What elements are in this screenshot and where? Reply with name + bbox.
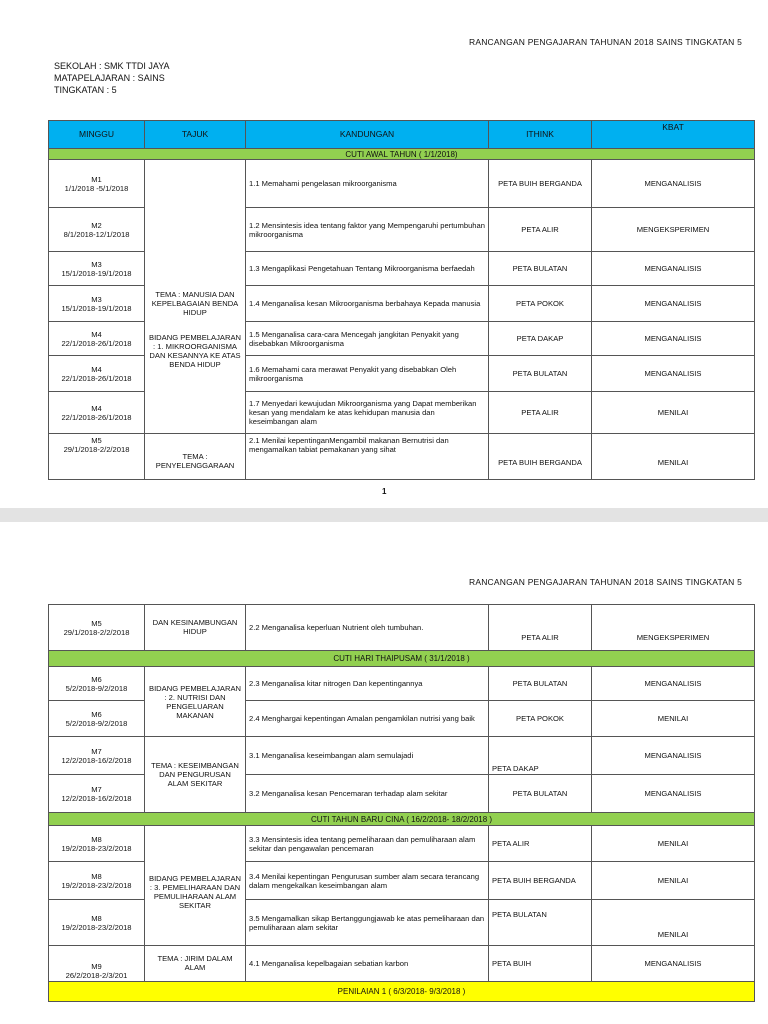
topic-cell: BIDANG PEMBELAJARAN : 2. NUTRISI DAN PENGELUARAN MAKANAN [145,667,246,737]
school-info [54,60,170,96]
topic-bidang: BIDANG PEMBELAJARAN : 1. MIKROORGANISMA DAN KESANNYA KE ATAS BENDA HIDUP [149,333,241,369]
form-line: TINGKATAN : 5 [54,85,117,95]
table-row: M3 15/1/2018-19/1/2018 1.4 Menganalisa kesan Mikroorganisma berbahaya Kepada manusia PETA POKOK MENGANALISIS [49,286,755,322]
holiday-band: CUTI HARI THAIPUSAM ( 31/1/2018 ) [49,651,755,667]
table-row: M5 29/1/2018-2/2/2018 DAN KESINAMBUNGAN HIDUP 2.2 Menganalisa keperluan Nutrient oleh tumbuhan. PETA ALIR MENGEKSPERIMEN [49,605,755,651]
school-line: SEKOLAH : SMK TTDI JAYA [54,61,170,71]
topic-cell: BIDANG PEMBELAJARAN : 3. PEMELIHARAAN DAN PEMULIHARAAN ALAM SEKITAR [145,826,246,946]
plan-table-2 [48,604,755,1002]
col-tajuk: TAJUK [145,121,246,149]
page-header: RANCANGAN PENGAJARAN TAHUNAN 2018 SAINS TINGKATAN 5 [469,577,742,587]
document-page-2 [0,522,768,1024]
topic-cell: TEMA : JIRIM DALAM ALAM [145,946,246,982]
table-header-row [49,121,755,149]
topic-cell: TEMA : PENYELENGGARAAN [145,434,246,480]
table-row: M6 5/2/2018-9/2/2018 2.4 Menghargai kepentingan Amalan pengamkilan nutrisi yang baik PETA POKOK MENILAI [49,701,755,737]
assessment-band: PENILAIAN 1 ( 6/3/2018- 9/3/2018 ) [49,982,755,1002]
topic-cell: TEMA : KESEIMBANGAN DAN PENGURUSAN ALAM SEKITAR [145,737,246,813]
col-ithink: ITHINK [489,121,592,149]
col-minggu: MINGGU [49,121,145,149]
table-row: M6 5/2/2018-9/2/2018 BIDANG PEMBELAJARAN : 2. NUTRISI DAN PENGELUARAN MAKANAN 2.3 Menganalisa kitar nitrogen Dan kepentingannya PETA BULATAN MENGANALISIS [49,667,755,701]
page-header: RANCANGAN PENGAJARAN TAHUNAN 2018 SAINS TINGKATAN 5 [469,37,742,47]
table-row: M2 8/1/2018-12/1/2018 1.2 Mensintesis idea tentang faktor yang Mempengaruhi pertumbuhan mikroorganisma PETA ALIR MENGEKSPERIMEN [49,208,755,252]
table-row: M4 22/1/2018-26/1/2018 1.7 Menyedari kewujudan Mikroorganisma yang Dapat memberikan kesan yang mendalam ke atas kehidupan manusia dan keseimbangan alam PETA ALIR MENILAI [49,392,755,434]
table-row: M8 19/2/2018-23/2/2018 BIDANG PEMBELAJARAN : 3. PEMELIHARAAN DAN PEMULIHARAAN ALAM SEKITAR 3.3 Mensintesis idea tentang pemeliharaan dan pemuliharaan alam sekitar dan pengawalan pencemaran PETA ALIR MENILAI [49,826,755,862]
table-row: M4 22/1/2018-26/1/2018 1.5 Menganalisa cara-cara Mencegah jangkitan Penyakit yang disebabkan Mikroorganisma PETA DAKAP MENGANALISIS [49,322,755,356]
topic-tema: TEMA : MANUSIA DAN KEPELBAGAIAN BENDA HIDUP [151,290,239,317]
table-row: M7 12/2/2018-16/2/2018 3.2 Menganalisa kesan Pencemaran terhadap alam sekitar PETA BULATAN MENGANALISIS [49,775,755,813]
table-row: M5 29/1/2018-2/2/2018 TEMA : PENYELENGGARAAN 2.1 Menilai kepentinganMengambil makanan Bernutrisi dan mengamalkan tabiat pemakanan yang sihat PETA BUIH BERGANDA MENILAI [49,434,755,480]
table-row: M8 19/2/2018-23/2/2018 3.5 Mengamalkan sikap Bertanggungjawab ke atas pemeliharaan dan pemuliharaan alam sekitar PETA BULATAN MENILAI [49,900,755,946]
table-row: M7 12/2/2018-16/2/2018 TEMA : KESEIMBANGAN DAN PENGURUSAN ALAM SEKITAR 3.1 Menganalisa keseimbangan alam semulajadi PETA DAKAP MENGANALISIS [49,737,755,775]
table-row: M8 19/2/2018-23/2/2018 3.4 Menilai kepentingan Pengurusan sumber alam secara terancang dalam mengekalkan keseimbangan alam PETA BUIH BERGANDA MENILAI [49,862,755,900]
table-row: M9 26/2/2018-2/3/201 TEMA : JIRIM DALAM ALAM 4.1 Menganalisa kepelbagaian sebatian karbon PETA BUIH MENGANALISIS [49,946,755,982]
document-page-1 [0,0,768,508]
table-row: M1 1/1/2018 -5/1/2018 TEMA : MANUSIA DAN KEPELBAGAIAN BENDA HIDUP BIDANG PEMBELAJARAN : 1. MIKROORGANISMA DAN KESANNYA KE ATAS BENDA HIDUP 1.1 Memahami pengelasan mikroorganisma PETA BUIH BERGANDA MENGANALISIS [49,160,755,208]
holiday-band: CUTI TAHUN BARU CINA ( 16/2/2018- 18/2/2018 ) [49,813,755,826]
page-number: 1 [382,487,387,496]
table-row: M3 15/1/2018-19/1/2018 1.3 Mengaplikasi Pengetahuan Tentang Mikroorganisma berfaedah PETA BULATAN MENGANALISIS [49,252,755,286]
table-row: M4 22/1/2018-26/1/2018 1.6 Memahami cara merawat Penyakit yang disebabkan Oleh mikroorganisma PETA BULATAN MENGANALISIS [49,356,755,392]
holiday-band: CUTI AWAL TAHUN ( 1/1/2018) [49,149,755,160]
topic-cell [145,160,246,434]
col-kbat: KBAT [592,121,755,149]
subject-line: MATAPELAJARAN : SAINS [54,73,165,83]
col-kandungan: KANDUNGAN [246,121,489,149]
plan-table-1 [48,120,755,480]
